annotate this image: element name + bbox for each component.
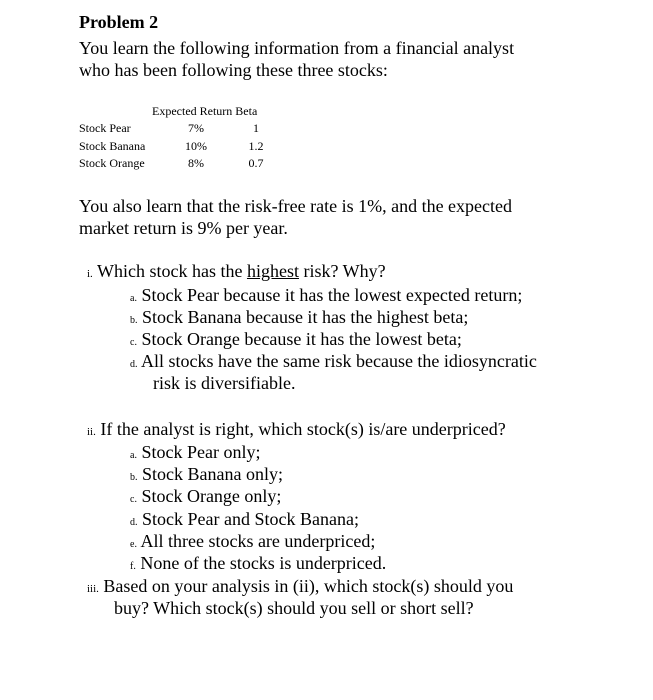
question-numeral: ii. xyxy=(87,426,96,438)
option-letter: d. xyxy=(130,517,138,528)
question-numeral: i. xyxy=(87,268,93,280)
option-text: All three stocks are underpriced; xyxy=(140,531,376,551)
expected-return-cell: 7% xyxy=(188,121,204,135)
option-letter: a. xyxy=(130,293,137,304)
option-text: Stock Orange because it has the lowest beta; xyxy=(141,329,462,349)
option-text: Stock Pear only; xyxy=(141,442,261,462)
option-continuation: risk is diversifiable. xyxy=(153,373,296,393)
beta-cell: 0.7 xyxy=(248,156,264,170)
option-letter: b. xyxy=(130,315,138,326)
intro-line: You learn the following information from a financial analyst xyxy=(79,38,515,58)
question-i xyxy=(87,260,386,285)
stock-name: Stock Banana xyxy=(79,139,146,153)
expected-return-cell: 10% xyxy=(185,139,207,153)
question-text: Based on your analysis in (ii), which stock(s) should you xyxy=(103,576,514,596)
question-emphasis: highest xyxy=(246,261,299,281)
option-text: Stock Banana because it has the highest beta; xyxy=(142,307,469,327)
option-letter: c. xyxy=(130,494,137,505)
option-text: Stock Orange only; xyxy=(141,486,282,506)
table-header: Expected Return Beta xyxy=(152,104,258,118)
option-letter: a. xyxy=(130,450,137,461)
option-letter: e. xyxy=(130,539,137,550)
option-letter: f. xyxy=(130,561,136,572)
option-text: All stocks have the same risk because the idiosyncratic xyxy=(141,351,537,371)
option-text: Stock Pear because it has the lowest expected return; xyxy=(141,285,523,305)
intro-paragraph xyxy=(79,37,514,81)
problem-title: Problem 2 xyxy=(79,12,159,32)
beta-cell: 1 xyxy=(253,121,259,135)
info-line: You also learn that the risk-free rate is 1%, and the expected xyxy=(79,196,513,216)
info-line: market return is 9% per year. xyxy=(79,218,288,238)
question-ii xyxy=(87,418,506,443)
option-letter: d. xyxy=(130,359,138,370)
option-text: Stock Pear and Stock Banana; xyxy=(142,509,359,529)
question-text-continuation: buy? Which stock(s) should you sell or short sell? xyxy=(114,598,474,618)
stock-name: Stock Orange xyxy=(79,156,145,170)
expected-return-cell: 8% xyxy=(188,156,204,170)
stock-name: Stock Pear xyxy=(79,121,131,135)
question-numeral: iii. xyxy=(87,583,99,595)
option-text: None of the stocks is underpriced. xyxy=(140,553,387,573)
option-text: Stock Banana only; xyxy=(142,464,283,484)
intro-line: who has been following these three stocks: xyxy=(79,60,388,80)
option-letter: c. xyxy=(130,337,137,348)
option-letter: b. xyxy=(130,472,138,483)
question-text: risk? Why? xyxy=(298,261,386,281)
question-text: If the analyst is right, which stock(s) is/are underpriced? xyxy=(100,419,506,439)
question-text: Which stock has the xyxy=(97,261,247,281)
beta-cell: 1.2 xyxy=(248,139,264,153)
market-info-paragraph xyxy=(79,195,512,239)
